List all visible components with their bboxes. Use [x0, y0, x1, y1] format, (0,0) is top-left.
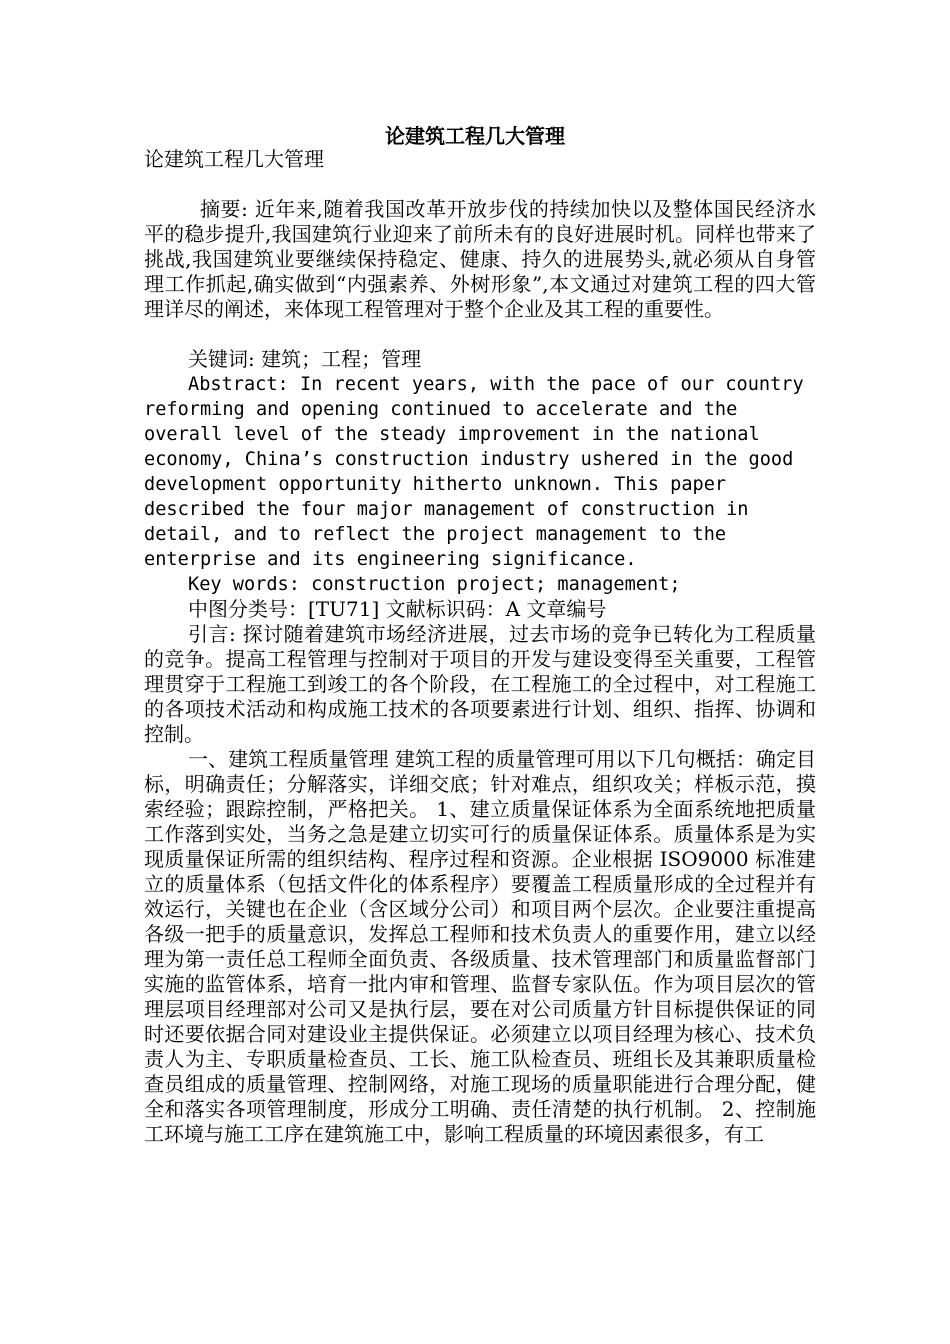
keywords-chinese: 关键词: 建筑；工程；管理 [188, 347, 422, 371]
keywords-english: Key words: construction project; management; [188, 574, 681, 595]
abstract-english: Abstract: In recent years, with the pace of our country reforming and opening continued to accelerate and the overall level of the steady improvement in the national economy, China’s construction industry ushered in the good development opportunity hitherto unknown. This paper described the four major management of construction in detail, and to reflect the project management to the enterprise and its engineering significance. [144, 374, 804, 570]
document-body [144, 147, 816, 1147]
abstract-chinese: 摘要: 近年来,随着我国改革开放步伐的持续加快以及整体国民经济水平的稳步提升,我国建筑行业迎来了前所未有的良好进展时机。同样也带来了挑战,我国建筑业要继续保持稳定、健康、持久的进展势头,就必须从自身管理工作抓起,确实做到“内强素养、外树形象”,本文通过对建筑工程的四大管理详尽的阐述，来体现工程管理对于整个企业及其工程的重要性。 [144, 197, 816, 321]
blank-line [144, 172, 816, 197]
classification-line: 中图分类号：[TU71] 文献标识码：A 文章编号 [188, 597, 607, 621]
document-subtitle: 论建筑工程几大管理 [144, 147, 324, 171]
document-title: 论建筑工程几大管理 [385, 124, 565, 148]
section-quality-management: 一、建筑工程质量管理 建筑工程的质量管理可用以下几句概括：确定目标，明确责任；分解落实，详细交底；针对难点，组织攻关；样板示范，摸索经验；跟踪控制，严格把关。 1、建立质量保证体系为全面系统地把质量工作落到实处，当务之急是建立切实可行的质量保证体系。质量体系是为实现质量保证所需的组织结构、程序过程和资源。企业根据 ISO9000 标准建立的质量体系（包括文件化的体系程序）要覆盖工程质量形成的全过程并有效运行，关键也在企业（含区域分公司）和项目两个层次。企业要注重提高各级一把手的质量意识，发挥总工程师和技术负责人的重要作用，建立以经理为第一责任总工程师全面负责、各级质量、技术管理部门和质量监督部门实施的监管体系，培育一批内审和管理、监督专家队伍。作为项目层次的管理层项目经理部对公司又是执行层，要在对公司质量方针目标提供保证的同时还要依据合同对建设业主提供保证。必须建立以项目经理为核心、技术负责人为主、专职质量检查员、工长、施工队检查员、班组长及其兼职质量检查员组成的质量管理、控制网络，对施工现场的质量职能进行合理分配，健全和落实各项管理制度，形成分工明确、责任清楚的执行机制。 2、控制施工环境与施工工序在建筑施工中，影响工程质量的环境因素很多，有工 [144, 747, 816, 1146]
blank-line [144, 322, 816, 347]
introduction-paragraph: 引言: 探讨随着建筑市场经济进展，过去市场的竞争已转化为工程质量的竞争。提高工程管理与控制对于项目的开发与建设变得至关重要，工程管理贯穿于工程施工到竣工的各个阶段，在工程施工的全过程中，对工程施工的各项技术活动和构成施工技术的各项要素进行计划、组织、指挥、协调和控制。 [144, 622, 816, 746]
